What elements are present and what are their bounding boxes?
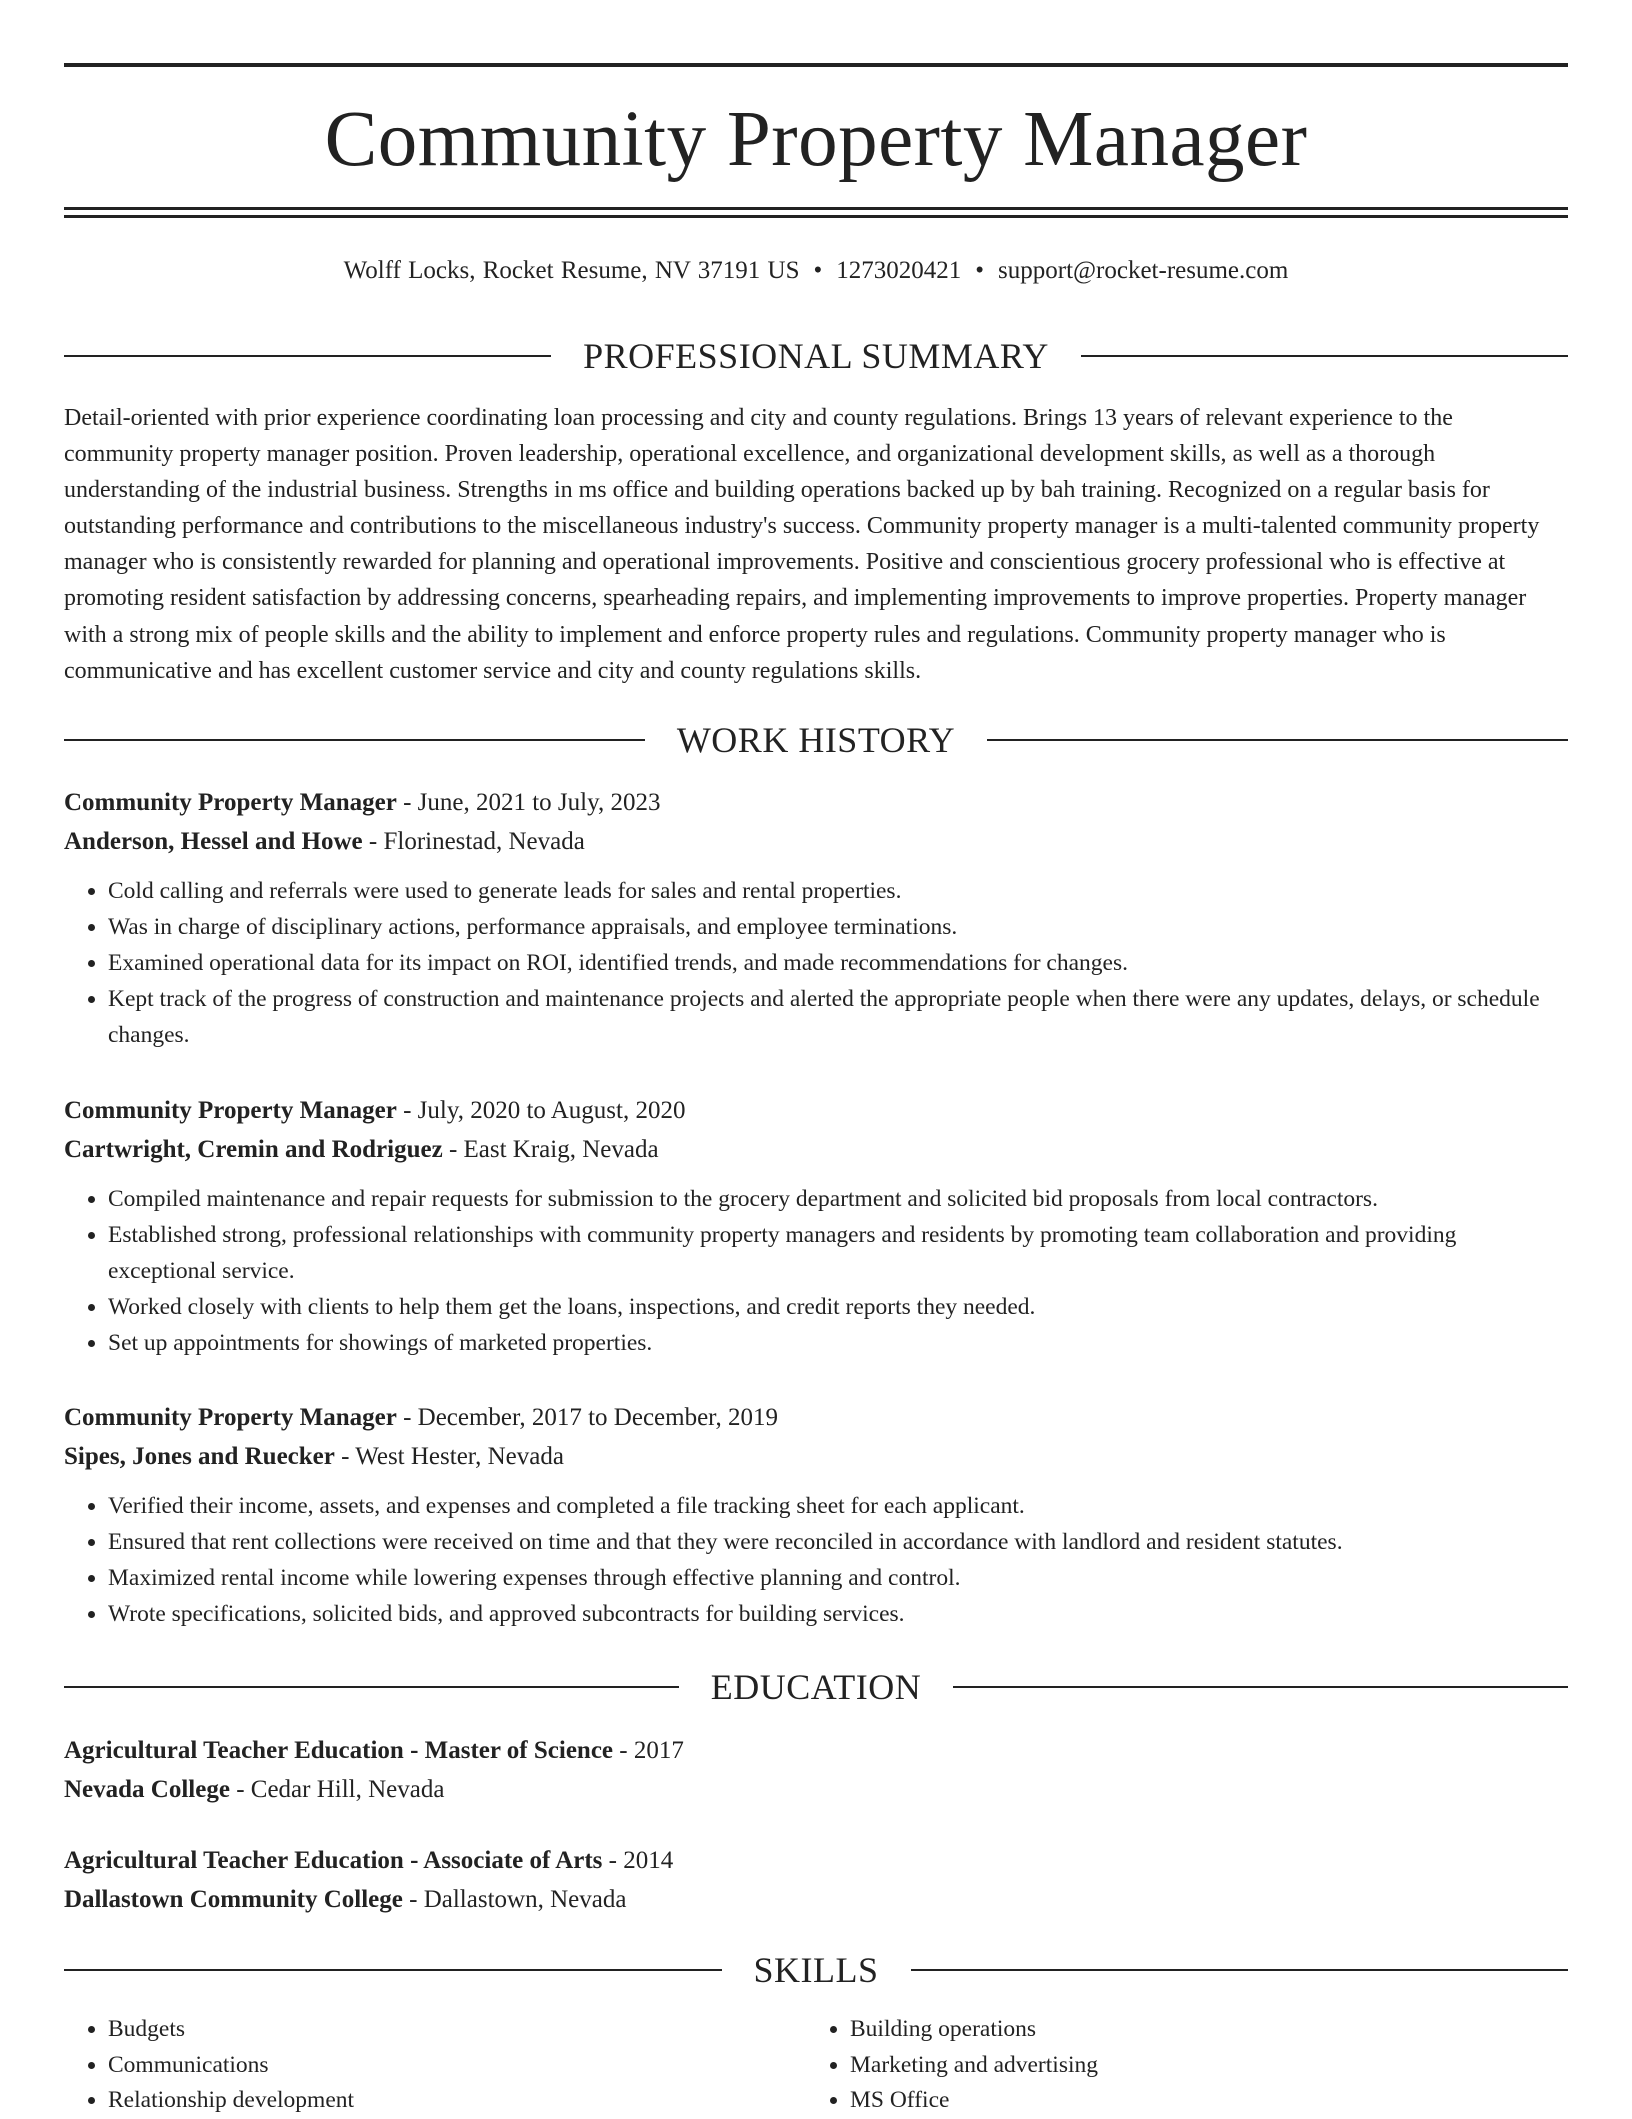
- heading-rule: [64, 1686, 679, 1688]
- list-item: • Maximized rental income while lowering expenses through effective planning and control.: [108, 1560, 1568, 1596]
- job-entry: [64, 784, 1568, 1053]
- title-rule-upper: [64, 207, 1568, 210]
- job-company: Anderson, Hessel and Howe: [64, 827, 363, 855]
- school: Dallastown Community College: [64, 1885, 403, 1913]
- section-heading-work-history: [64, 718, 1568, 762]
- list-item: • Worked closely with clients to help them get the loans, inspections, and credit reports they needed.: [108, 1289, 1568, 1325]
- contact-phone: 1273020421: [836, 257, 962, 284]
- job-title: Community Property Manager: [64, 1404, 397, 1431]
- skills-column-right: [806, 2012, 1548, 2119]
- section-title: WORK HISTORY: [676, 720, 956, 760]
- list-item: • Ensured that rent collections were received on time and that they were reconciled in accordance with landlord and resident statutes.: [108, 1524, 1568, 1560]
- school-row: [64, 1771, 1568, 1810]
- summary-text: Detail-oriented with prior experience coordinating loan processing and city and county regulations. Brings 13 years of relevant experience to the community property manager position. Proven leadership, operational excellence, and organizational development skills, as well as a thorough understanding of the industrial business. Strengths in ms office and building operations backed up by bah training. Recognized on a regular basis for outstanding performance and contributions to the miscellaneous industry's success. Community property manager is a multi-talented community property manager who is consistently rewarded for planning and operational improvements. Positive and conscientious grocery professional who is effective at promoting resident satisfaction by addressing concerns, spearheading repairs, and implementing improvements to improve properties. Property manager with a strong mix of people skills and the ability to implement and enforce property rules and regulations. Community property manager who is communicative and has excellent customer service and city and county regulations skills.: [64, 405, 1540, 684]
- job-company-row: [64, 1438, 1568, 1477]
- list-item: • Verified their income, assets, and expenses and completed a file tracking sheet for each applicant.: [108, 1488, 1568, 1524]
- list-item: • Established strong, professional relationships with community property managers and residents by promoting team collaboration and providing exceptional service.: [108, 1217, 1568, 1289]
- degree: Agricultural Teacher Education - Master of Science: [64, 1737, 614, 1764]
- list-item: • Relationship development: [108, 2083, 806, 2119]
- job-company: Cartwright, Cremin and Rodriguez: [64, 1135, 443, 1163]
- heading-rule: [1081, 355, 1568, 357]
- list-item: • Was in charge of disciplinary actions, performance appraisals, and employee terminations.: [108, 909, 1568, 945]
- job-location: - Florinestad, Nevada: [362, 827, 585, 855]
- list-item: • Cold calling and referrals were used to generate leads for sales and rental properties.: [108, 873, 1568, 909]
- job-bullets: [64, 1181, 1568, 1361]
- job-title-row: [64, 1092, 1568, 1131]
- contact-separator: •: [813, 257, 823, 284]
- list-item: • Communications: [108, 2048, 806, 2084]
- section-heading-education: [64, 1665, 1568, 1709]
- job-company: Sipes, Jones and Ruecker: [64, 1442, 335, 1470]
- job-dates: - July, 2020 to August, 2020: [396, 1097, 686, 1124]
- heading-rule: [64, 739, 645, 741]
- school-location: - Dallastown, Nevada: [402, 1885, 627, 1913]
- heading-rule: [953, 1686, 1568, 1688]
- list-item: • Budgets: [108, 2012, 806, 2048]
- job-company-row: [64, 1131, 1568, 1170]
- education-entry: [64, 1842, 1568, 1919]
- education-entry: [64, 1732, 1568, 1809]
- heading-rule: [64, 1969, 722, 1971]
- job-location: - West Hester, Nevada: [334, 1442, 564, 1470]
- degree-row: [64, 1842, 1568, 1881]
- job-title: Community Property Manager: [64, 1097, 397, 1124]
- contact-email: support@rocket-resume.com: [998, 257, 1289, 284]
- job-bullets: [64, 873, 1568, 1053]
- contact-address: Wolff Locks, Rocket Resume, NV 37191 US: [343, 257, 800, 284]
- section-title: EDUCATION: [710, 1667, 922, 1707]
- graduation-year: - 2014: [602, 1847, 674, 1874]
- resume-title: Community Property Manager: [324, 96, 1308, 183]
- section-title: PROFESSIONAL SUMMARY: [583, 336, 1049, 376]
- job-company-row: [64, 823, 1568, 862]
- graduation-year: - 2017: [613, 1737, 684, 1764]
- job-dates: - December, 2017 to December, 2019: [396, 1404, 779, 1431]
- heading-rule: [64, 355, 551, 357]
- section-title: SKILLS: [753, 1950, 879, 1990]
- job-entry: [64, 1399, 1568, 1632]
- section-heading-summary: [64, 334, 1568, 378]
- heading-rule: [987, 739, 1568, 741]
- school-row: [64, 1881, 1568, 1920]
- degree-row: [64, 1732, 1568, 1771]
- degree: Agricultural Teacher Education - Associate of Arts: [64, 1847, 603, 1874]
- list-item: • MS Office: [850, 2083, 1548, 2119]
- skills-column-left: [64, 2012, 806, 2119]
- contact-separator: •: [975, 257, 985, 284]
- job-title-row: [64, 784, 1568, 823]
- heading-rule: [911, 1969, 1569, 1971]
- job-title-row: [64, 1399, 1568, 1438]
- section-heading-skills: [64, 1948, 1568, 1992]
- list-item: • Kept track of the progress of construction and maintenance projects and alerted the appropriate people when there were any updates, delays, or schedule changes.: [108, 981, 1568, 1053]
- top-rule: [64, 63, 1568, 67]
- school: Nevada College: [64, 1775, 230, 1803]
- list-item: • Compiled maintenance and repair requests for submission to the grocery department and solicited bid proposals from local contractors.: [108, 1181, 1568, 1217]
- job-bullets: [64, 1488, 1568, 1632]
- job-location: - East Kraig, Nevada: [442, 1135, 659, 1163]
- contact-line: [64, 254, 1568, 288]
- list-item: • Examined operational data for its impact on ROI, identified trends, and made recommendations for changes.: [108, 945, 1568, 981]
- skills-list: [64, 2012, 1568, 2119]
- job-dates: - June, 2021 to July, 2023: [396, 789, 661, 816]
- job-title: Community Property Manager: [64, 789, 397, 816]
- title-rule-lower: [64, 215, 1568, 218]
- list-item: • Building operations: [850, 2012, 1548, 2048]
- list-item: • Set up appointments for showings of marketed properties.: [108, 1325, 1568, 1361]
- school-location: - Cedar Hill, Nevada: [229, 1775, 445, 1803]
- list-item: • Marketing and advertising: [850, 2048, 1548, 2084]
- job-entry: [64, 1092, 1568, 1361]
- list-item: • Wrote specifications, solicited bids, and approved subcontracts for building services.: [108, 1596, 1568, 1632]
